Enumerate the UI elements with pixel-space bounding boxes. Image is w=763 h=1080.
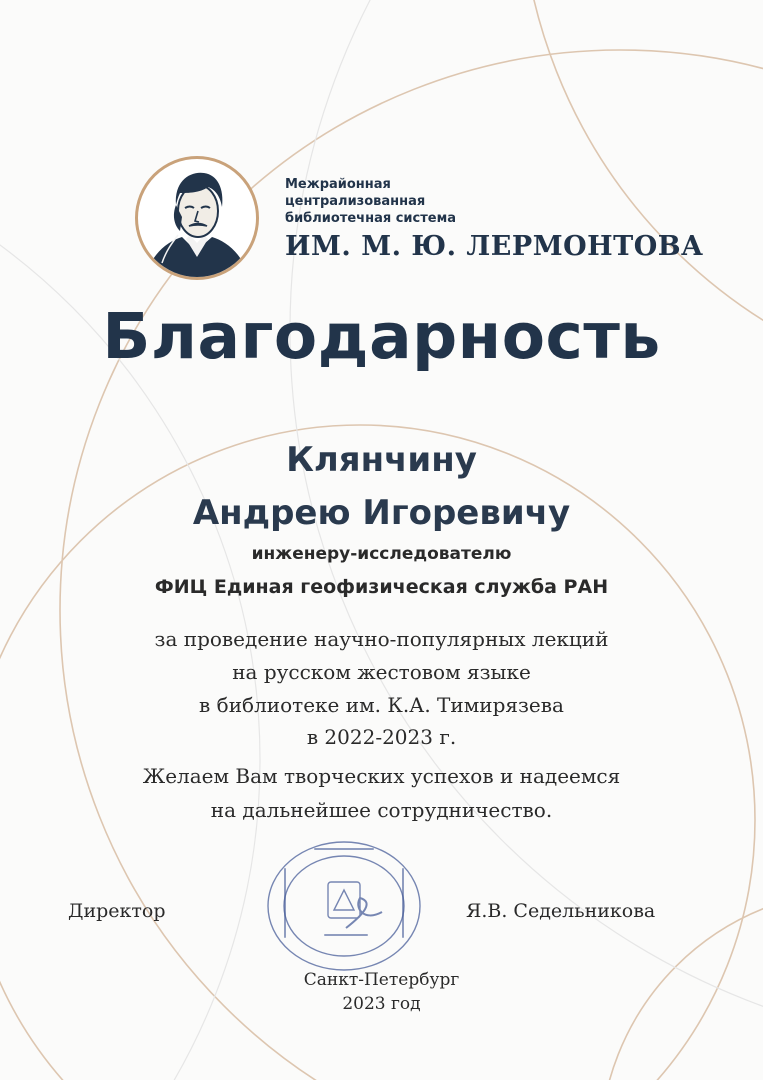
org-line-1: Межрайонная [285, 177, 391, 192]
recipient-position: инженеру-исследователю [251, 544, 512, 564]
footer-city: Санкт-Петербург [303, 970, 460, 990]
reason-line-1: за проведение научно-популярных лекций [154, 627, 609, 651]
org-line-2: централизованная [285, 194, 426, 209]
recipient-surname: Клянчину [286, 440, 477, 480]
recipient-given-names: Андрею Игоревичу [192, 493, 571, 533]
recipient-organization: ФИЦ Единая геофизическая служба РАН [154, 576, 609, 598]
official-stamp-icon [264, 838, 424, 973]
org-name: ИМ. М. Ю. ЛЕРМОНТОВА [285, 231, 704, 262]
footer-year: 2023 год [342, 994, 421, 1014]
reason-line-3: в библиотеке им. К.А. Тимирязева [199, 693, 564, 717]
wishes-line-2: на дальнейшее сотрудничество. [210, 798, 553, 822]
signature-role: Директор [68, 900, 166, 922]
portrait-icon [138, 159, 256, 277]
signature-name: Я.В. Седельникова [466, 900, 656, 922]
certificate-title: Благодарность [102, 300, 661, 373]
organization-block [285, 176, 704, 262]
lermontov-portrait-logo [135, 156, 259, 280]
wishes-line-1: Желаем Вам творческих успехов и надеемся [142, 764, 621, 788]
reason-line-2: на русском жестовом языке [232, 660, 531, 684]
org-line-3: библиотечная система [285, 211, 456, 226]
reason-line-4: в 2022-2023 г. [306, 725, 457, 749]
